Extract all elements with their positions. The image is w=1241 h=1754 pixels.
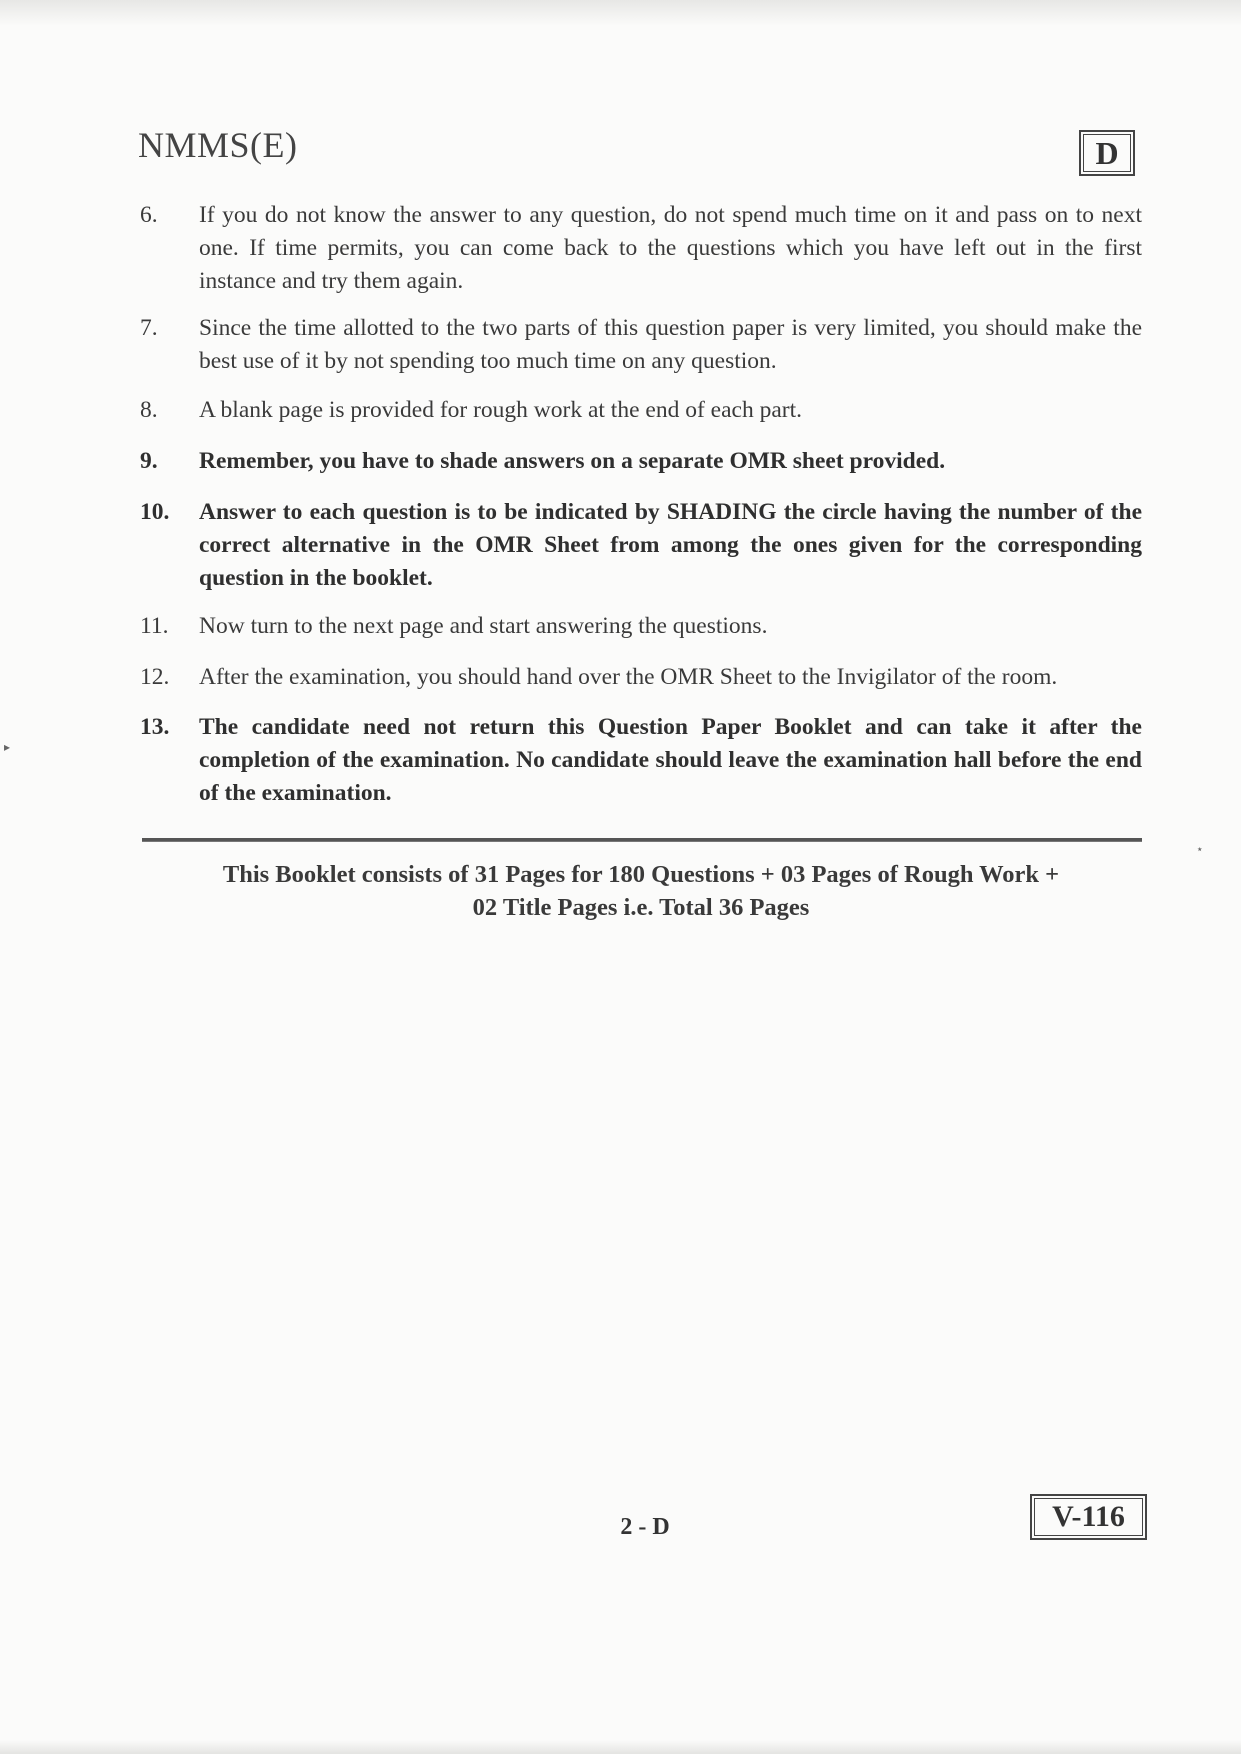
instruction-text: Answer to each question is to be indicated by SHADING the circle having the number of the correct alternative in the OMR Sheet from among the ones given for the corresponding question in the booklet. [199,499,1142,591]
instruction-text: Now turn to the next page and start answering the questions. [199,613,768,639]
scan-edge-top [0,0,1241,26]
set-code-label: D [1083,134,1131,172]
instruction-text: Since the time allotted to the two parts of this question paper is very limited, you should make the best use of it by not spending too much time on any question. [199,315,1142,374]
instruction-text: After the examination, you should hand over the OMR Sheet to the Invigilator of the room. [199,664,1058,690]
instruction-number: 6. [140,202,158,228]
scan-edge-bottom [0,1740,1241,1754]
scan-mark-icon: ▸ [4,740,11,754]
instruction-text: The candidate need not return this Question Paper Booklet and can take it after the completion of the examination. No candidate should leave the examination hall before the end of the examination. [199,714,1142,806]
instruction-text: If you do not know the answer to any question, do not spend much time on it and pass on to next one. If time permits, you can come back to the questions which you have left out in the first instance and try them again. [199,202,1142,294]
instruction-item-12 [138,661,1142,694]
instruction-number: 7. [140,315,158,341]
section-divider [142,838,1142,842]
scan-speck-icon: ⋆ [1196,842,1204,856]
instruction-number: 12. [140,664,170,690]
version-code-label: V-116 [1034,1498,1143,1536]
page-number: 2 - D [620,1514,670,1540]
instruction-item-6 [138,199,1142,298]
instruction-item-13 [138,711,1142,810]
instruction-text: A blank page is provided for rough work at the end of each part. [199,397,802,423]
instruction-text: Remember, you have to shade answers on a separate OMR sheet provided. [199,448,946,474]
version-code-box [1030,1494,1147,1540]
booklet-summary [140,858,1142,924]
instruction-item-11 [138,610,1142,643]
instruction-number: 13. [140,714,170,740]
instruction-number: 11. [140,613,169,639]
instruction-number: 10. [140,499,170,525]
instruction-item-8 [138,394,1142,427]
paper-code: NMMS(E) [138,125,298,165]
instruction-number: 8. [140,397,158,423]
booklet-summary-line-1: This Booklet consists of 31 Pages for 180 Questions + 03 Pages of Rough Work + [222,861,1060,888]
instruction-item-9 [138,445,1142,478]
instruction-number: 9. [140,448,158,474]
instruction-item-7 [138,312,1142,378]
booklet-summary-line-2: 02 Title Pages i.e. Total 36 Pages [472,894,810,921]
set-code-box [1079,130,1135,176]
instruction-item-10 [138,496,1142,595]
